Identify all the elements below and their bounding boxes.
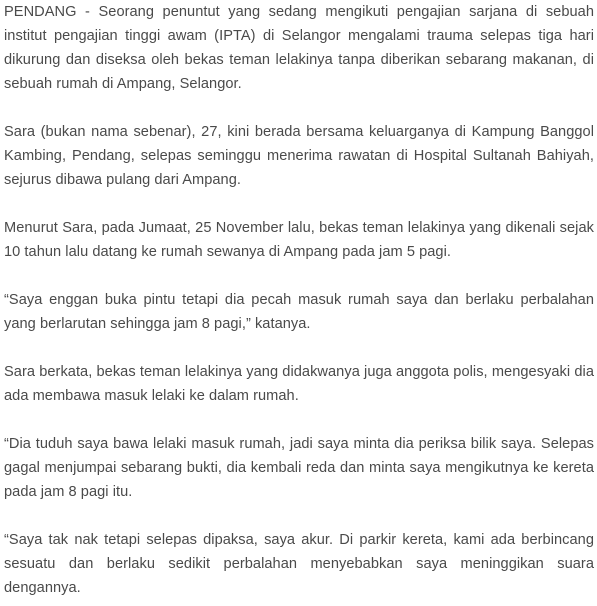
article-paragraph-5: Sara berkata, bekas teman lelakinya yang didakwanya juga anggota polis, mengesyaki dia ada membawa masuk lelaki ke dalam rumah.	[4, 364, 594, 404]
article-paragraph-4: “Saya enggan buka pintu tetapi dia pecah masuk rumah saya dan berlaku perbalahan yang berlarutan sehingga jam 8 pagi,” katanya.	[4, 292, 594, 332]
article-paragraph-1: PENDANG - Seorang penuntut yang sedang mengikuti pengajian sarjana di sebuah institut pengajian tinggi awam (IPTA) di Selangor mengalami trauma selepas tiga hari dikurung dan diseksa oleh bekas teman lelakinya tanpa diberikan sebarang makanan, di sebuah rumah di Ampang, Selangor.	[4, 4, 594, 92]
article-paragraph-6: “Dia tuduh saya bawa lelaki masuk rumah, jadi saya minta dia periksa bilik saya. Selepas gagal menjumpai sebarang bukti, dia kembali reda dan minta saya mengikutnya ke kereta pada jam 8 pagi itu.	[4, 436, 594, 500]
article-paragraph-3: Menurut Sara, pada Jumaat, 25 November lalu, bekas teman lelakinya yang dikenali sejak 10 tahun lalu datang ke rumah sewanya di Ampang pada jam 5 pagi.	[4, 220, 594, 260]
article-paragraph-7: “Saya tak nak tetapi selepas dipaksa, saya akur. Di parkir kereta, kami ada berbincang sesuatu dan berlaku sedikit perbalahan menyebabkan saya meninggikan suara dengannya.	[4, 532, 594, 596]
article-paragraph-2: Sara (bukan nama sebenar), 27, kini berada bersama keluarganya di Kampung Banggol Kambing, Pendang, selepas seminggu menerima rawatan di Hospital Sultanah Bahiyah, sejurus dibawa pulang dari Ampang.	[4, 124, 594, 188]
